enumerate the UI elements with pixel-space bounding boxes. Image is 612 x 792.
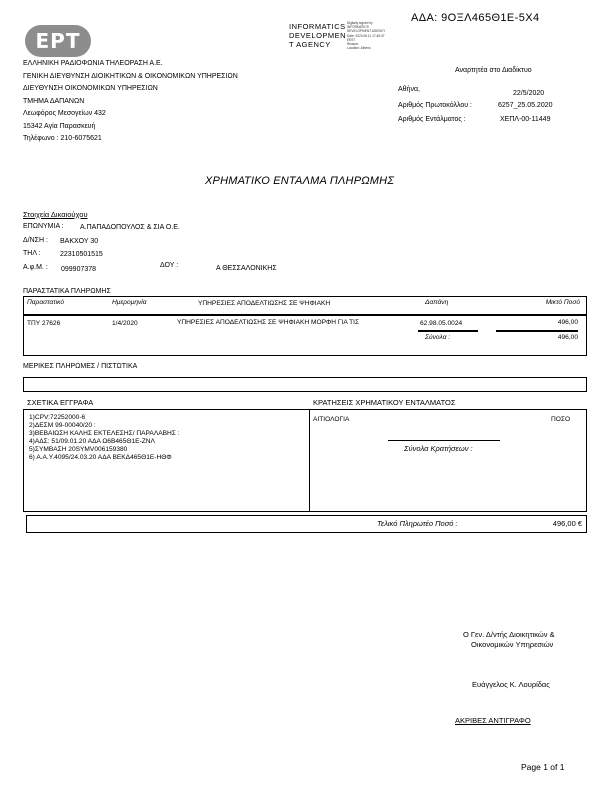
order-number-value: ΧΕΠΛ-00-11449 xyxy=(500,116,551,123)
invoices-total-label: Σύνολα : xyxy=(425,334,451,341)
deductions-total-rule xyxy=(388,440,500,441)
phone-label: ΤΗΛ : xyxy=(23,250,41,257)
col-amount: Μικτό Ποσό xyxy=(545,299,580,306)
signature-detail-line: Digitally signed by xyxy=(347,21,373,25)
agency-line: DEVELOPMEN xyxy=(289,31,347,40)
protocol-label: Αριθμός Πρωτοκόλλου : xyxy=(398,102,472,109)
related-doc-line: 3)ΒΕΒΑΙΩΣΗ ΚΑΛΗΣ ΕΚΤΕΛΕΣΗΣ/ ΠΑΡΑΛΑΒΗΣ : xyxy=(29,430,180,437)
agency-line: T AGENCY xyxy=(289,40,331,49)
invoices-total-value: 496,00 xyxy=(557,334,578,341)
related-doc-line: 5)ΣΥΜΒΑΣΗ 20SYMV006159380 xyxy=(29,446,128,453)
deductions-total-label: Σύνολα Κρατήσεων : xyxy=(404,444,473,453)
col-expense: Δαπάνη xyxy=(425,299,449,306)
amount-rule xyxy=(496,330,578,332)
signatory-role-line2: Οικονομικών Υπηρεσιών xyxy=(471,640,554,649)
order-date: 22/5/2020 xyxy=(513,90,545,97)
beneficiary-heading-text: Στοιχεία Δικαιούχου xyxy=(23,210,88,219)
partial-payments-heading: ΜΕΡΙΚΕΣ ΠΛΗΡΩΜΕΣ / ΠΙΣΤΩΤΙΚΑ xyxy=(23,363,138,370)
ert-logo: ΕΡΤ xyxy=(25,25,91,57)
organization-block xyxy=(23,58,238,146)
table-header-rule xyxy=(23,314,587,316)
certified-copy-text: ΑΚΡΙΒΕΣ ΑΝΤΙΓΡΑΦΟ xyxy=(455,716,531,725)
name-label: ΕΠΩΝΥΜΙΑ : xyxy=(23,223,64,230)
signature-detail-line: Location: Athens xyxy=(347,46,371,51)
org-line: Λεωφόρος Μεσογείων 432 xyxy=(23,110,106,117)
col-doc: Παραστατικό xyxy=(27,299,64,306)
related-doc-line: 1)CPV:72252000-6 xyxy=(29,414,86,421)
related-doc-line: 2)ΔΕΣΜ 99-00040/20 : xyxy=(29,422,96,429)
row-description: ΥΠΗΡΕΣΙΕΣ ΑΠΟΔΕΛΤΙΩΣΗΣ ΣΕ ΨΗΦΙΑΚΗ ΜΟΡΦΗ ΓΙΑ ΤΙΣ xyxy=(177,319,360,326)
signature-detail-line: Reason: xyxy=(347,42,359,47)
deductions-heading: ΚΡΑΤΗΣΕΙΣ ΧΡΗΜΑΤΙΚΟΥ ΕΝΤΑΛΜΑΤΟΣ xyxy=(313,398,456,407)
address-value: ΒΑΚΧΟΥ 30 xyxy=(60,238,99,245)
partial-payments-box xyxy=(23,377,587,392)
name-value: Α.ΠΑΠΑΔΟΠΟΥΛΟΣ & ΣΙΑ Ο.Ε. xyxy=(80,224,180,231)
deduction-amount-column: ΠΟΣΟ xyxy=(551,416,571,423)
beneficiary-heading xyxy=(23,210,88,219)
row-amount: 496,00 xyxy=(557,319,578,326)
page-number: Page 1 of 1 xyxy=(521,762,565,772)
agency-line: INFORMATICS xyxy=(289,22,346,31)
org-line: Τηλέφωνο : 210-6075621 xyxy=(23,135,102,142)
related-docs-heading: ΣΧΕΤΙΚΑ ΕΓΓΡΑΦΑ xyxy=(27,398,94,407)
col-date: Ημερομηνία xyxy=(112,299,147,306)
signatory-name: Ευάγγελος Κ. Λουρίδας xyxy=(472,680,550,689)
related-doc-line: 4)ΑΔΣ: 51/09.01.20 ΑΔΑ Ω6Β465Θ1Ε-ΖΝΛ xyxy=(29,438,155,445)
signatory-role-line1: Ο Γεν. Δ/ντής Διοικητικών & xyxy=(463,630,555,639)
row-expense: 62.98.05.0024 xyxy=(420,320,463,327)
afm-label: Α.φ.Μ. : xyxy=(23,264,48,271)
signature-detail-line: DEVELOPMENT AGENCY xyxy=(347,29,386,34)
digital-signature-details xyxy=(347,21,385,50)
signature-detail-line: EEST xyxy=(347,37,356,42)
order-number-label: Αριθμός Εντάλματος : xyxy=(398,116,466,123)
org-line: ΔΙΕΥΘΥΝΣΗ ΟΙΚΟΝΟΜΙΚΩΝ ΥΠΗΡΕΣΙΩΝ xyxy=(23,85,158,92)
row-date: 1/4/2020 xyxy=(112,320,138,327)
phone-value: 22310501515 xyxy=(60,251,103,258)
address-label: Δ/ΝΣΗ : xyxy=(23,237,48,244)
org-line: 15342 Αγία Παρασκευή xyxy=(23,122,96,130)
posted-label: Αναρτητέα στο Διαδίκτυο xyxy=(455,67,532,74)
ada-code: ΑΔΑ: 9ΟΞΛ465Θ1Ε-5Χ4 xyxy=(411,12,540,24)
column-divider xyxy=(309,409,310,512)
signing-agency xyxy=(289,22,346,49)
final-amount-value: 496,00 € xyxy=(552,519,582,528)
doy-label: ΔΟΥ : xyxy=(160,262,179,269)
protocol-value: 6257_25.05.2020 xyxy=(498,102,553,109)
doy-value: Α ΘΕΣΣΑΛΟΝΙΚΗΣ xyxy=(216,265,277,272)
org-line: ΤΜΗΜΑ ΔΑΠΑΝΩΝ xyxy=(23,97,85,105)
afm-value: 099907378 xyxy=(61,266,97,273)
certified-copy-label xyxy=(455,716,531,725)
reason-column: ΑΙΤΙΟΛΟΓΙΑ xyxy=(313,416,350,423)
signature-detail-line: INFORMATICS xyxy=(347,25,369,30)
related-doc-line: 6) Α.Α.Υ.4095/24.03.20 ΑΔΑ ΒΕΚΔ465Θ1Ε-ΗΘΦ xyxy=(29,454,172,461)
org-line: ΓΕΝΙΚΗ ΔΙΕΥΘΥΝΣΗ ΔΙΟΙΚΗΤΙΚΩΝ & ΟΙΚΟΝΟΜΙΚΩΝ ΥΠΗΡΕΣΙΩΝ xyxy=(23,72,238,80)
row-doc: ΤΠΥ 27626 xyxy=(27,320,61,327)
org-line: ΕΛΛΗΝΙΚΗ ΡΑΔΙΟΦΩΝΙΑ ΤΗΛΕΟΡΑΣΗ Α.Ε. xyxy=(23,60,163,67)
place-label: Αθήνα, xyxy=(398,86,420,93)
col-description: ΥΠΗΡΕΣΙΕΣ ΑΠΟΔΕΛΤΙΩΣΗΣ ΣΕ ΨΗΦΙΑΚΗ xyxy=(198,300,331,307)
related-docs-list xyxy=(29,414,180,462)
signature-detail-line: Date: 2020.06.11 17:49:37 xyxy=(347,33,385,38)
page-title: ΧΡΗΜΑΤΙΚΟ ΕΝΤΑΛΜΑ ΠΛΗΡΩΜΗΣ xyxy=(205,175,395,187)
expense-rule xyxy=(418,330,478,332)
final-amount-label: Τελικό Πληρωτέο Ποσό : xyxy=(377,519,458,528)
invoices-heading: ΠΑΡΑΣΤΑΤΙΚΑ ΠΛΗΡΩΜΗΣ xyxy=(23,288,111,295)
